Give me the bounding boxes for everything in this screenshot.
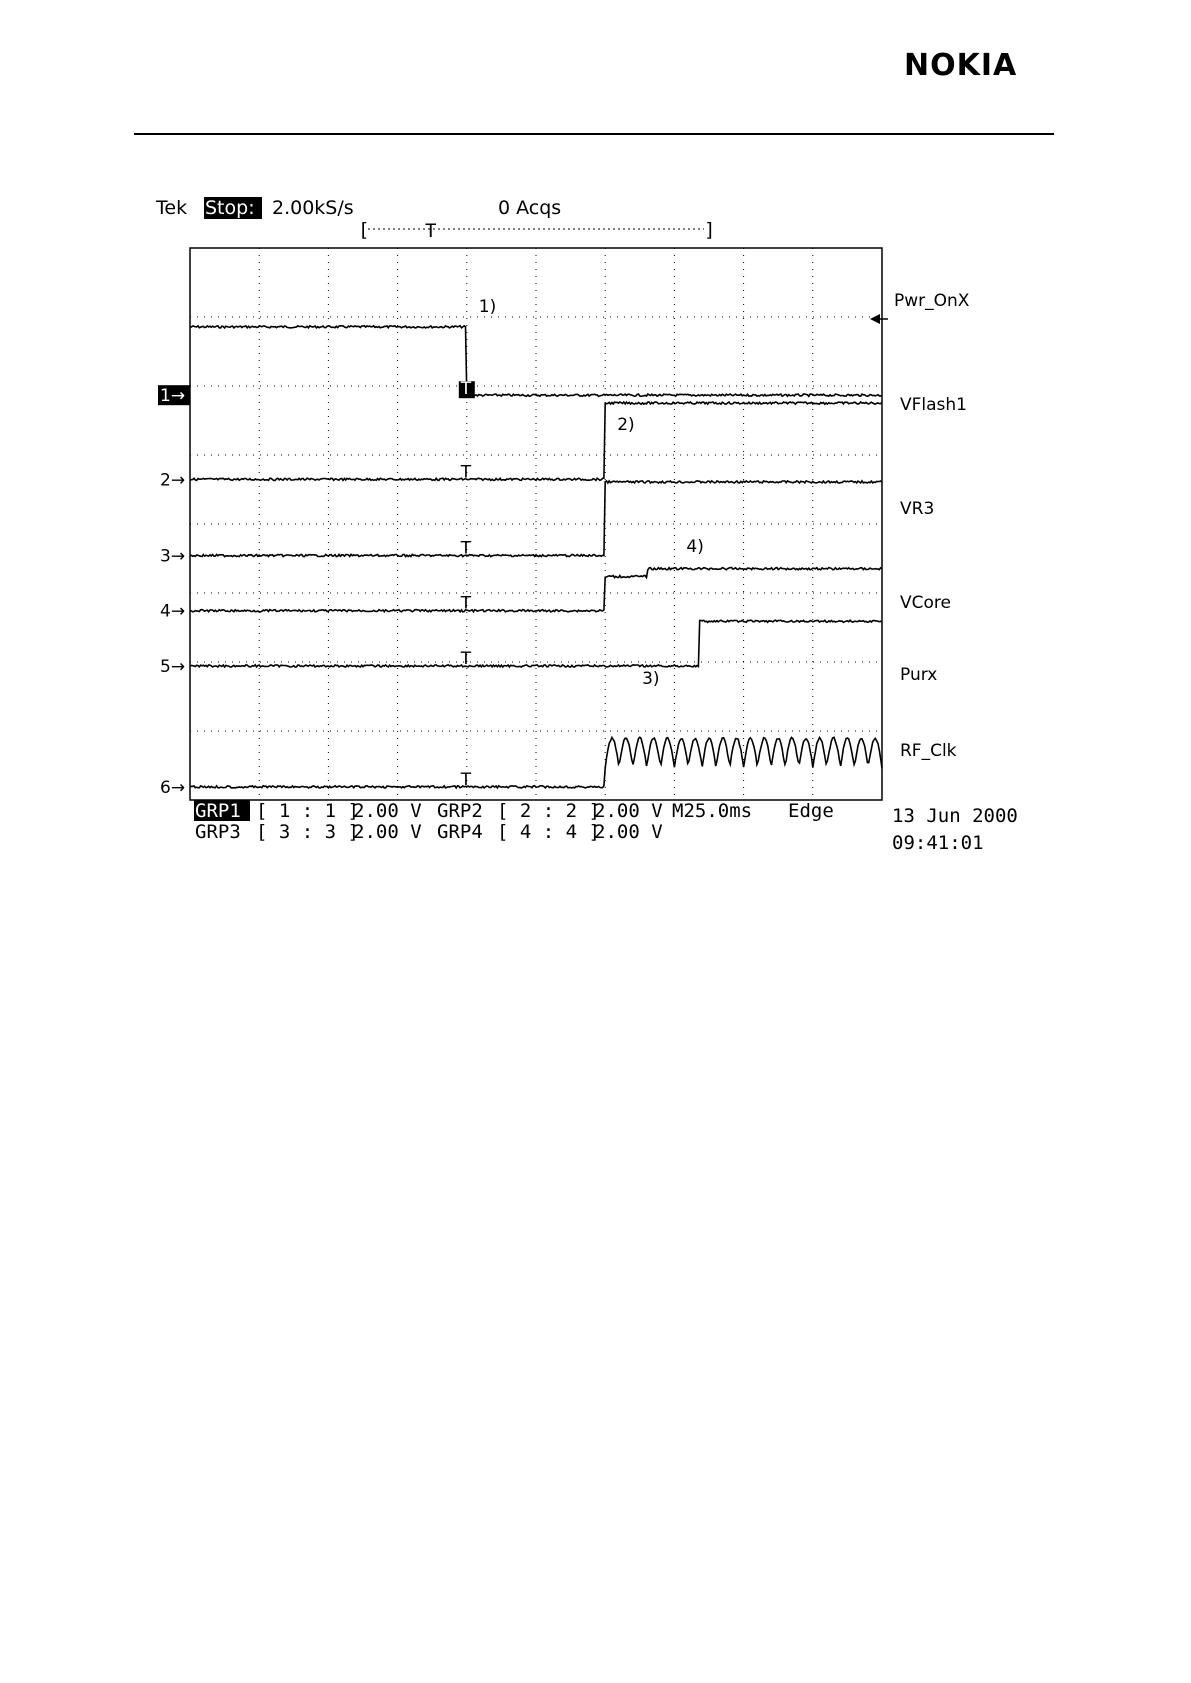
sample-rate: 2.00kS/s [272,197,354,219]
grp4-range: [ 4 : 4 ] [497,821,600,843]
trigger-type: Edge [788,800,834,822]
legend-purx: Purx [900,665,938,685]
trace-vflash1 [190,402,882,483]
step-annotation: 3) [642,669,660,689]
record-view-bracket [358,219,715,242]
stop-badge: Stop: [205,197,255,219]
capture-time: 09:41:01 [892,832,984,854]
legend-vflash1: VFlash1 [900,395,967,415]
acquisition-count: 0 Acqs [498,197,562,219]
grp3-scale: 2.00 V [353,821,422,843]
trace-purx [190,620,882,667]
step-annotation: 1) [478,297,497,317]
trigger-marker: T [460,538,472,559]
channel-legend [894,291,970,761]
grp2-label: GRP2 [437,800,483,822]
legend-vr3: VR3 [900,499,935,519]
capture-date: 13 Jun 2000 [892,805,1018,827]
grp1-scale: 2.00 V [353,800,422,822]
grp3-range: [ 3 : 3 ] [256,821,359,843]
graticule-grid [190,248,882,800]
trigger-marker: T [460,769,472,790]
svg-text:]: ] [704,219,716,241]
grp3-label: GRP3 [195,821,241,843]
grp4-scale: 2.00 V [594,821,663,843]
grp2-range: [ 2 : 2 ] [497,800,600,822]
grp2-scale: 2.00 V [594,800,663,822]
step-annotation: 4) [686,537,704,557]
grp1-range: [ 1 : 1 ] [256,800,359,822]
channel-marker: 5→ [160,656,186,677]
trigger-marker: T [460,379,472,400]
nokia-logo: NOKIA [904,48,1018,83]
legend-vcore: VCore [900,593,951,613]
trace-vr3 [190,481,882,557]
legend-rf-clk: RF_Clk [900,741,957,761]
grp1-badge: GRP1 [195,800,241,822]
channel-marker: 3→ [160,546,186,567]
trigger-marker: T [460,648,472,669]
trigger-marker: T [460,462,472,483]
annotations [479,297,704,689]
channel-marker: 4→ [160,601,186,622]
record-trigger-marker: T [425,220,437,242]
channel-marker: 1→ [160,386,186,407]
timebase: M25.0ms [672,800,753,822]
vendor-label: Tek [156,197,188,219]
channel-marker: 6→ [160,777,186,798]
reference-arrow-icon [870,314,880,324]
svg-text:[: [ [358,219,370,241]
channel-markers [158,385,190,798]
step-annotation: 2) [617,415,635,435]
legend-pwr-onx: Pwr_OnX [894,291,970,311]
channel-marker: 2→ [160,470,186,491]
trigger-marker: T [460,593,472,614]
grp4-label: GRP4 [437,821,483,843]
